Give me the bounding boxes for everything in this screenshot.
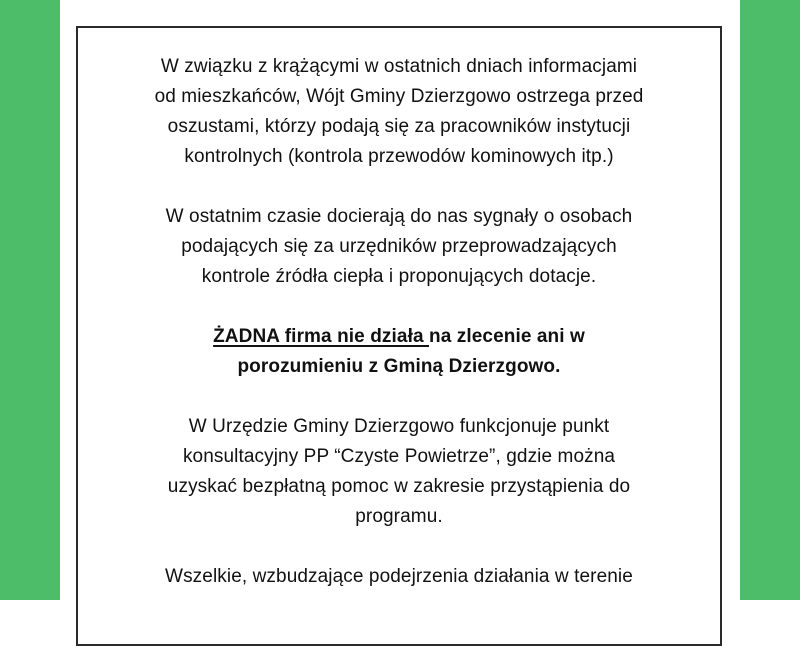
text-line: porozumieniu z Gminą Dzierzgowo. [237,356,561,377]
text-line: podających się za urzędników przeprowadzających [181,236,617,257]
text-line: W ostatnim czasie docierają do nas sygnały o osobach [165,206,633,227]
paragraph-suspicious-activity [78,562,720,592]
left-green-band [0,0,60,600]
text-line: kontrole źródła ciepła i proponujących dotacje. [201,266,597,287]
text-line: W związku z krążącymi w ostatnich dniach informacjami [160,56,638,77]
text-line [104,322,694,352]
notice-page [60,0,740,600]
paragraph-no-company [78,322,720,382]
text-line: Wszelkie, wzbudzające podejrzenia działania w terenie [165,566,633,587]
paragraph-signals [78,202,720,292]
text-line: konsultacyjny PP “Czyste Powietrze”, gdzie można [182,446,616,467]
text-line: uzyskać bezpłatną pomoc w zakresie przystąpienia do [167,476,631,497]
right-green-band [740,0,800,600]
text-fragment: na zlecenie ani w [429,326,585,347]
paragraph-consultation-point [78,412,720,532]
notice-text [78,52,720,592]
text-line: oszustami, którzy podają się za pracowników instytucji [167,116,631,137]
underlined-emphasis: ŻADNA firma nie działa [213,326,430,347]
text-line: od mieszkańców, Wójt Gminy Dzierzgowo ostrzega przed [154,86,644,107]
text-line: programu. [355,506,443,527]
text-line: kontrolnych (kontrola przewodów kominowych itp.) [184,146,614,167]
paragraph-scam-warning [78,52,720,172]
text-line: W Urzędzie Gminy Dzierzgowo funkcjonuje punkt [188,416,610,437]
notice-box [76,26,722,646]
